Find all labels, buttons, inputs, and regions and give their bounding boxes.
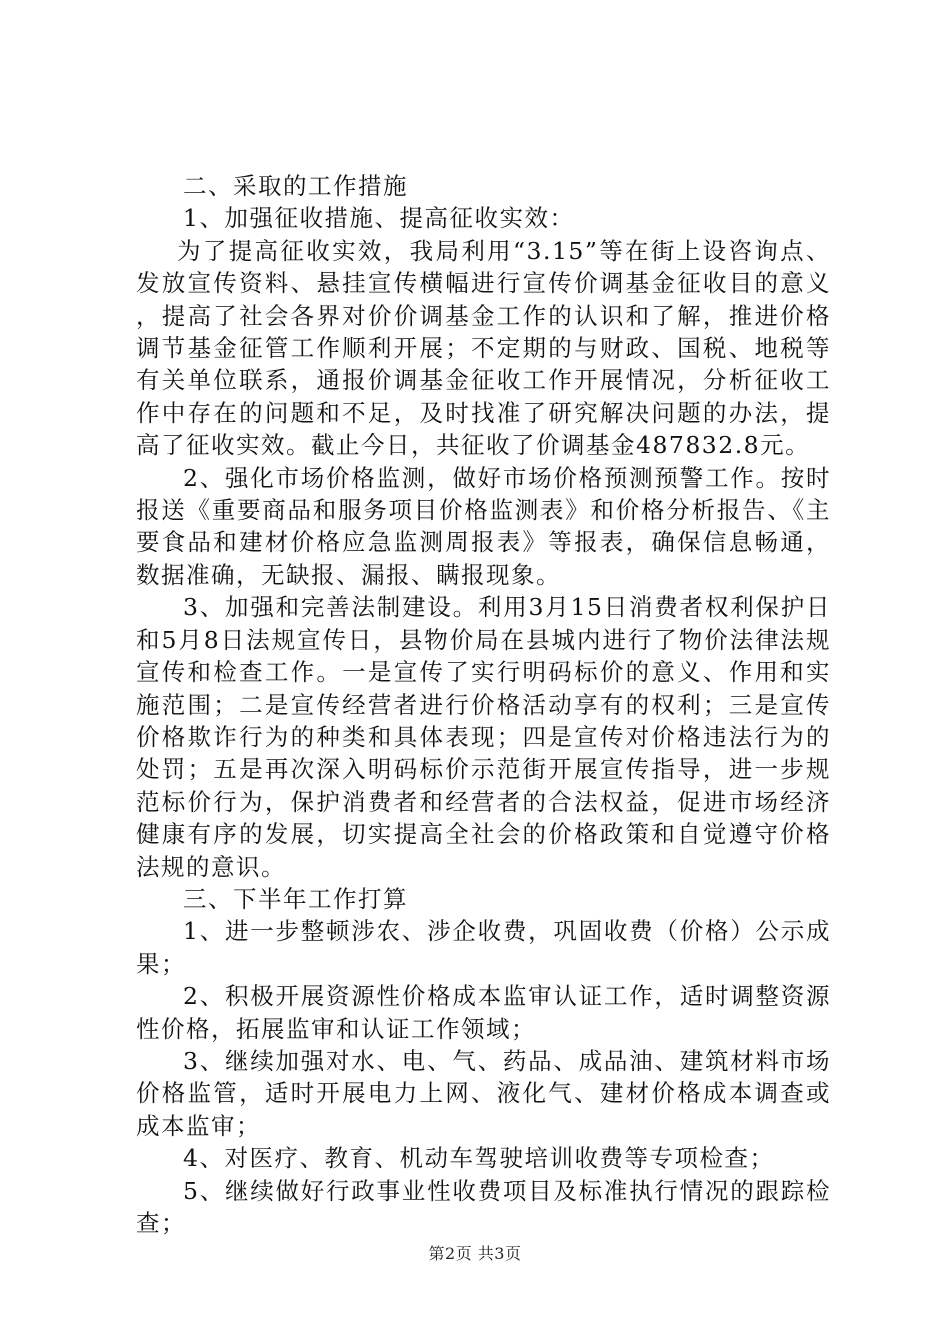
plan-item-4: 4、对医疗、教育、机动车驾驶培训收费等专项检查；	[183, 1144, 775, 1173]
paragraph-collection-detail: 为了提高征收实效，我局利用“3.15”等在街上设咨询点、发放宣传资料、悬挂宣传横幅进行宣传价调基金征收目的意义，提高了社会各界对价价调基金工作的认识和了解，推进价格调节基金征管工作顺利开展；不定期的与财政、国税、地税等有关单位联系，通报价调基金征收工作开展情况，分析征收工作中存在的问题和不足，及时找准了研究解决问题的办法，提高了征收实效。截止今日，共征收了价调基金487832.8元。	[136, 236, 831, 460]
item-collection-measures: 1、加强征收措施、提高征收实效：	[183, 204, 575, 233]
plan-item-3: 3、继续加强对水、电、气、药品、成品油、建筑材料市场价格监管，适时开展电力上网、液化气、建材价格成本调查或成本监审；	[136, 1046, 831, 1140]
section-heading-measures: 二、采取的工作措施	[183, 172, 408, 200]
plan-item-2: 2、积极开展资源性价格成本监审认证工作，适时调整资源性价格，拓展监审和认证工作领域；	[136, 982, 831, 1043]
section-heading-plans: 三、下半年工作打算	[183, 884, 408, 913]
plan-item-5: 5、继续做好行政事业性收费项目及标准执行情况的跟踪检查；	[136, 1176, 831, 1237]
page-number-footer: 第2页 共3页	[428, 1244, 522, 1263]
plan-item-1: 1、进一步整顿涉农、涉企收费，巩固收费（价格）公示成果；	[136, 917, 831, 978]
paragraph-price-monitoring: 2、强化市场价格监测，做好市场价格预测预警工作。按时报送《重要商品和服务项目价格监测表》和价格分析报告、《主要食品和建材价格应急监测周报表》等报表，确保信息畅通，数据准确，无缺报、漏报、瞒报现象。	[136, 463, 831, 589]
paragraph-legal-construction: 3、加强和完善法制建设。利用3月15日消费者权利保护日和5月8日法规宣传日，县物价局在县城内进行了物价法律法规宣传和检查工作。一是宣传了实行明码标价的意义、作用和实施范围；二是宣传经营者进行价格活动享有的权利；三是宣传价格欺诈行为的种类和具体表现；四是宣传对价格违法行为的处罚；五是再次深入明码标价示范街开展宣传指导，进一步规范标价行为，保护消费者和经营者的合法权益，促进市场经济健康有序的发展，切实提高全社会的价格政策和自觉遵守价格法规的意识。	[136, 593, 831, 881]
document-body	[136, 170, 831, 1239]
